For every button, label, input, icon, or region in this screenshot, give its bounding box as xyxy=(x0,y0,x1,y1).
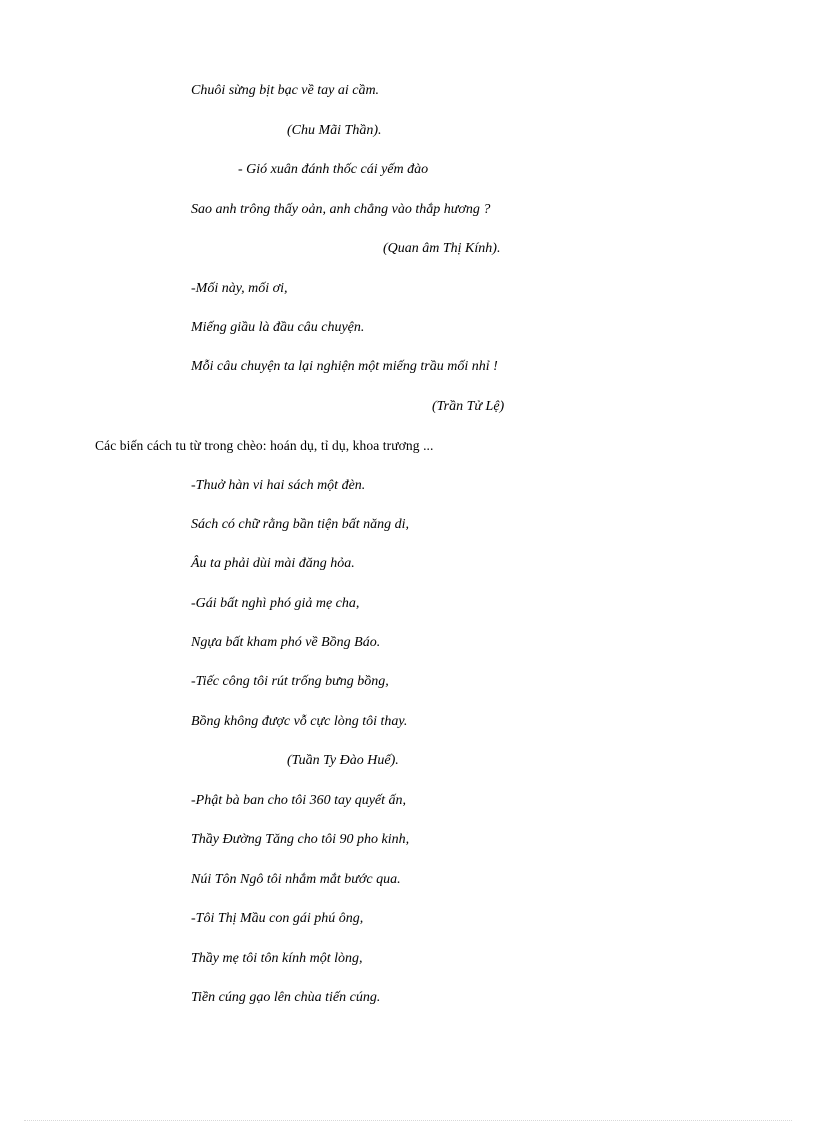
verse-line: Miếng giầu là đầu câu chuyện. xyxy=(191,320,365,335)
verse-line: - Gió xuân đánh thốc cái yếm đào xyxy=(238,162,429,177)
verse-line: Mỗi câu chuyện ta lại nghiện một miếng trầu mối nhỉ ! xyxy=(191,359,498,374)
page-bottom-divider xyxy=(24,1120,792,1121)
verse-line: -Mối này, mối ơi, xyxy=(191,281,288,296)
verse-line: Ngựa bất kham phó về Bồng Báo. xyxy=(191,635,381,650)
verse-attribution: (Tuần Ty Đào Huế). xyxy=(287,753,399,768)
verse-line: Sách có chữ rằng bần tiện bất năng di, xyxy=(191,517,409,532)
verse-line: Chuôi sừng bịt bạc về tay ai cầm. xyxy=(191,83,380,98)
verse-attribution: (Quan âm Thị Kính). xyxy=(383,241,501,256)
verse-line: Sao anh trông thấy oản, anh chẳng vào thắp hương ? xyxy=(191,202,491,217)
body-paragraph: Các biến cách tu từ trong chèo: hoán dụ, tỉ dụ, khoa trương ... xyxy=(95,438,434,453)
verse-line: Bồng không được vỗ cực lòng tôi thay. xyxy=(191,714,408,729)
verse-line: -Thuở hàn vi hai sách một đèn. xyxy=(191,478,366,493)
verse-line: Núi Tôn Ngô tôi nhắm mắt bước qua. xyxy=(191,872,401,887)
verse-line: -Gái bất nghì phó giả mẹ cha, xyxy=(191,596,360,611)
verse-attribution: (Chu Mãi Thần). xyxy=(287,123,382,138)
verse-line: -Tôi Thị Mầu con gái phú ông, xyxy=(191,911,364,926)
verse-line: -Tiếc công tôi rút trống bưng bồng, xyxy=(191,674,389,689)
verse-line: -Phật bà ban cho tôi 360 tay quyết ấn, xyxy=(191,793,407,808)
verse-line: Tiền cúng gạo lên chùa tiến cúng. xyxy=(191,990,381,1005)
verse-line: Thầy mẹ tôi tôn kính một lòng, xyxy=(191,951,363,966)
verse-attribution: (Trần Tử Lệ) xyxy=(432,399,505,414)
verse-line: Thầy Đường Tăng cho tôi 90 pho kinh, xyxy=(191,832,410,847)
verse-line: Âu ta phải dùi mài đăng hỏa. xyxy=(191,556,355,571)
